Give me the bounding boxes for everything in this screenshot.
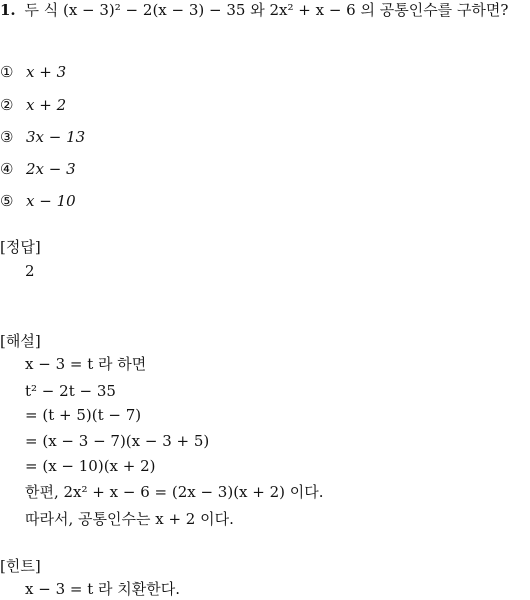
explanation-line-1: x − 3 = t 라 하면: [25, 355, 147, 373]
question: [0, 0, 508, 21]
option-3-text: 3x − 13: [26, 128, 86, 146]
explanation-line-7: 따라서, 공통인수는 x + 2 이다.: [25, 510, 234, 528]
hint-text: x − 3 = t 라 치환한다.: [25, 580, 180, 598]
explanation-line-2: t² − 2t − 35: [25, 382, 116, 400]
answer-label: [정답]: [0, 238, 41, 256]
option-1[interactable]: [0, 61, 66, 83]
explanation-line-6: 한편, 2x² + x − 6 = (2x − 3)(x + 2) 이다.: [25, 483, 324, 501]
option-1-text: x + 3: [26, 63, 67, 81]
option-4[interactable]: [0, 158, 76, 180]
question-number: 1.: [0, 1, 16, 19]
hint-label: [힌트]: [0, 557, 41, 575]
option-3-mark: ③: [0, 128, 14, 146]
option-2[interactable]: [0, 94, 66, 116]
question-text: 두 식 (x − 3)² − 2(x − 3) − 35 와 2x² + x − 6 의 공통인수를 구하면?: [24, 1, 509, 19]
option-5[interactable]: [0, 190, 76, 212]
explanation-label: [해설]: [0, 332, 41, 350]
answer-value: 2: [25, 262, 35, 280]
option-3[interactable]: [0, 126, 85, 148]
explanation-line-4: = (x − 3 − 7)(x − 3 + 5): [25, 432, 210, 450]
option-4-mark: ④: [0, 160, 14, 178]
option-4-text: 2x − 3: [26, 160, 76, 178]
option-5-text: x − 10: [26, 192, 76, 210]
option-1-mark: ①: [0, 63, 14, 81]
explanation-line-3: = (t + 5)(t − 7): [25, 406, 142, 424]
option-5-mark: ⑤: [0, 192, 14, 210]
explanation-line-5: = (x − 10)(x + 2): [25, 457, 156, 475]
option-2-text: x + 2: [26, 96, 67, 114]
option-2-mark: ②: [0, 96, 14, 114]
